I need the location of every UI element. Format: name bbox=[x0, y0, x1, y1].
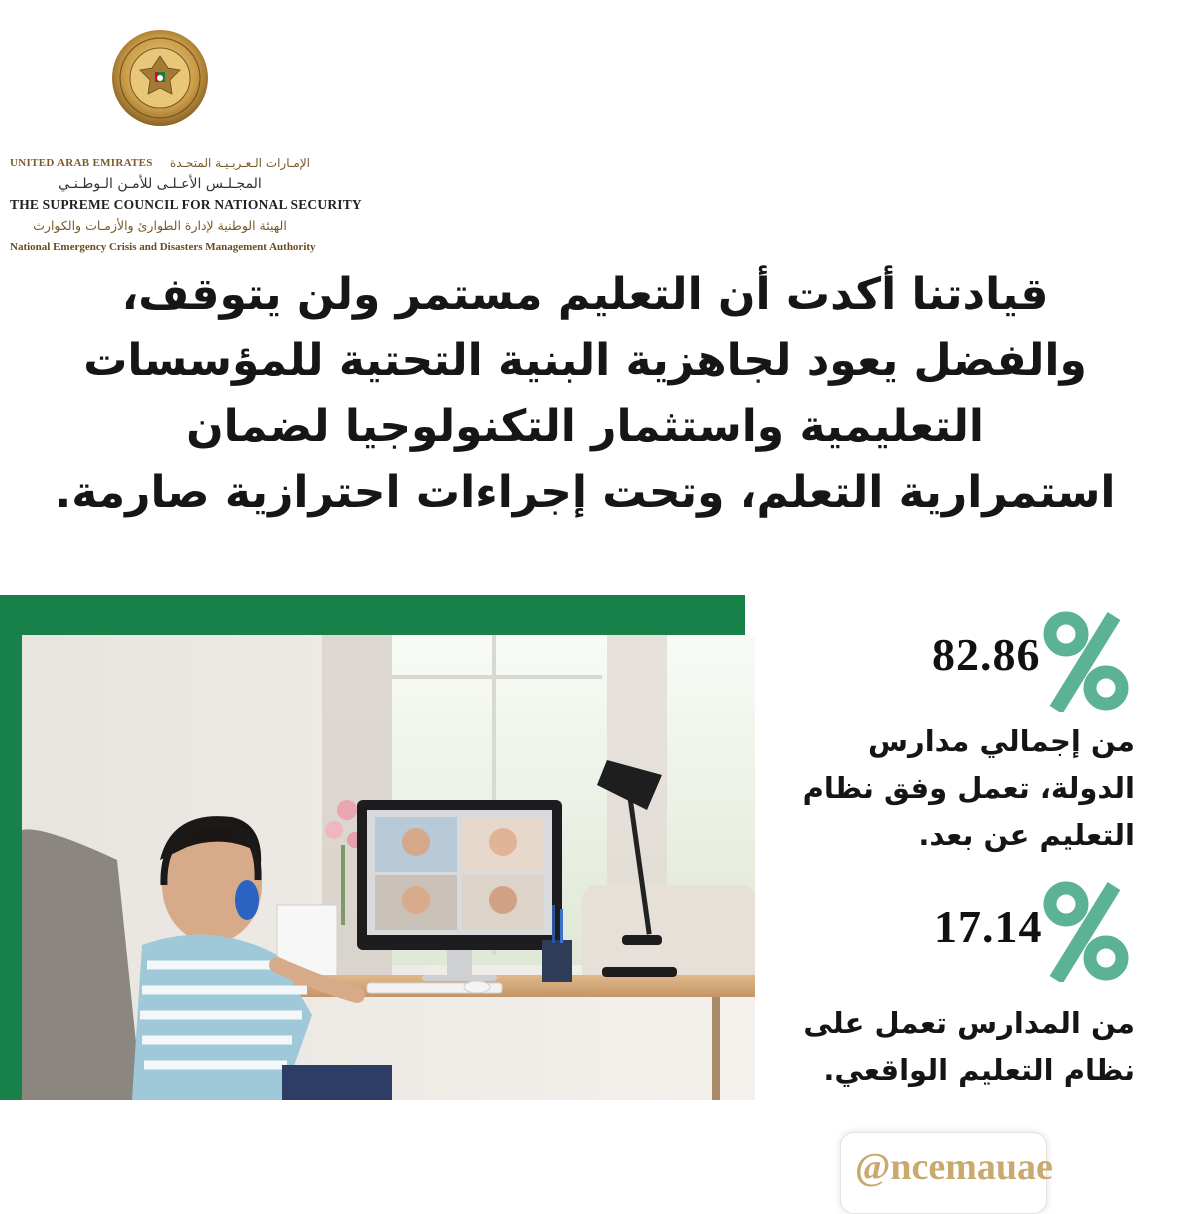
child-video-call-photo bbox=[22, 635, 755, 1100]
headline bbox=[30, 262, 1140, 526]
stat-remote-description bbox=[760, 718, 1135, 859]
social-handle[interactable]: @ncemauae bbox=[855, 1146, 1053, 1188]
headline-line-2: والفضل يعود لجاهزية البنية التحتية للمؤسسات bbox=[83, 335, 1087, 386]
stat-onsite-description bbox=[745, 1000, 1135, 1094]
country-name-ar: الإمـارات الـعـربـيـة المتحـدة bbox=[169, 155, 310, 170]
headline-line-4: استمرارية التعلم، وتحت إجراءات احترازية صارمة. bbox=[54, 467, 1116, 518]
authority-name-en: National Emergency Crisis and Disasters Management Authority bbox=[10, 240, 316, 253]
stat-remote-line-1: من إجمالي مدارس bbox=[867, 724, 1135, 758]
percent-icon bbox=[1040, 880, 1130, 982]
headline-line-1: قيادتنا أكدت أن التعليم مستمر ولن يتوقف، bbox=[121, 269, 1049, 320]
uae-falcon-seal-icon bbox=[110, 28, 210, 128]
stat-remote-value: 82.86 bbox=[932, 629, 1041, 680]
authority-name-ar: الهيئة الوطنية لإدارة الطوارئ والأزمـات والكوارث bbox=[33, 218, 287, 233]
stat-remote-line-2: الدولة، تعمل وفق نظام bbox=[802, 771, 1135, 805]
stat-onsite-line-1: من المدارس تعمل على bbox=[803, 1006, 1135, 1040]
council-name-en: THE SUPREME COUNCIL FOR NATIONAL SECURITY bbox=[10, 196, 362, 212]
headline-line-3: التعليمية واستثمار التكنولوجيا لضمان bbox=[186, 401, 984, 452]
country-name-en: UNITED ARAB EMIRATES bbox=[10, 156, 153, 169]
stat-onsite-line-2: نظام التعليم الواقعي. bbox=[823, 1053, 1135, 1087]
stat-onsite-value: 17.14 bbox=[934, 901, 1043, 952]
authority-logo bbox=[10, 20, 362, 253]
percent-icon bbox=[1040, 610, 1130, 712]
council-name-ar: المجـلـس الأعـلـى للأمـن الـوطـنـي bbox=[58, 175, 262, 192]
stat-remote-line-3: التعليم عن بعد. bbox=[918, 818, 1135, 852]
